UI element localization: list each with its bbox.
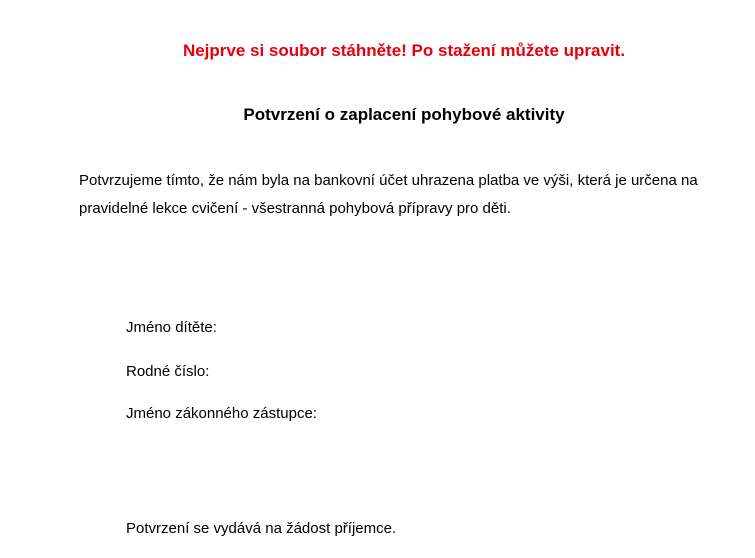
child-name-field-label: Jméno dítěte:: [126, 319, 217, 336]
download-warning: Nejprve si soubor stáhněte! Po stažení můžete upravit.: [182, 41, 626, 60]
confirmation-paragraph: Potvrzujeme tímto, že nám byla na bankovní účet uhrazena platba ve výši, která je určena na pravidelné lekce cvičení - všestranná pohybová přípravy pro děti.: [79, 172, 698, 217]
footer-note: Potvrzení se vydává na žádost příjemce.: [126, 520, 397, 537]
document-title: Potvrzení o zaplacení pohybové aktivity: [243, 105, 565, 124]
birth-number-field-label: Rodné číslo:: [126, 363, 210, 380]
legal-guardian-field-label: Jméno zákonného zástupce:: [126, 405, 317, 422]
